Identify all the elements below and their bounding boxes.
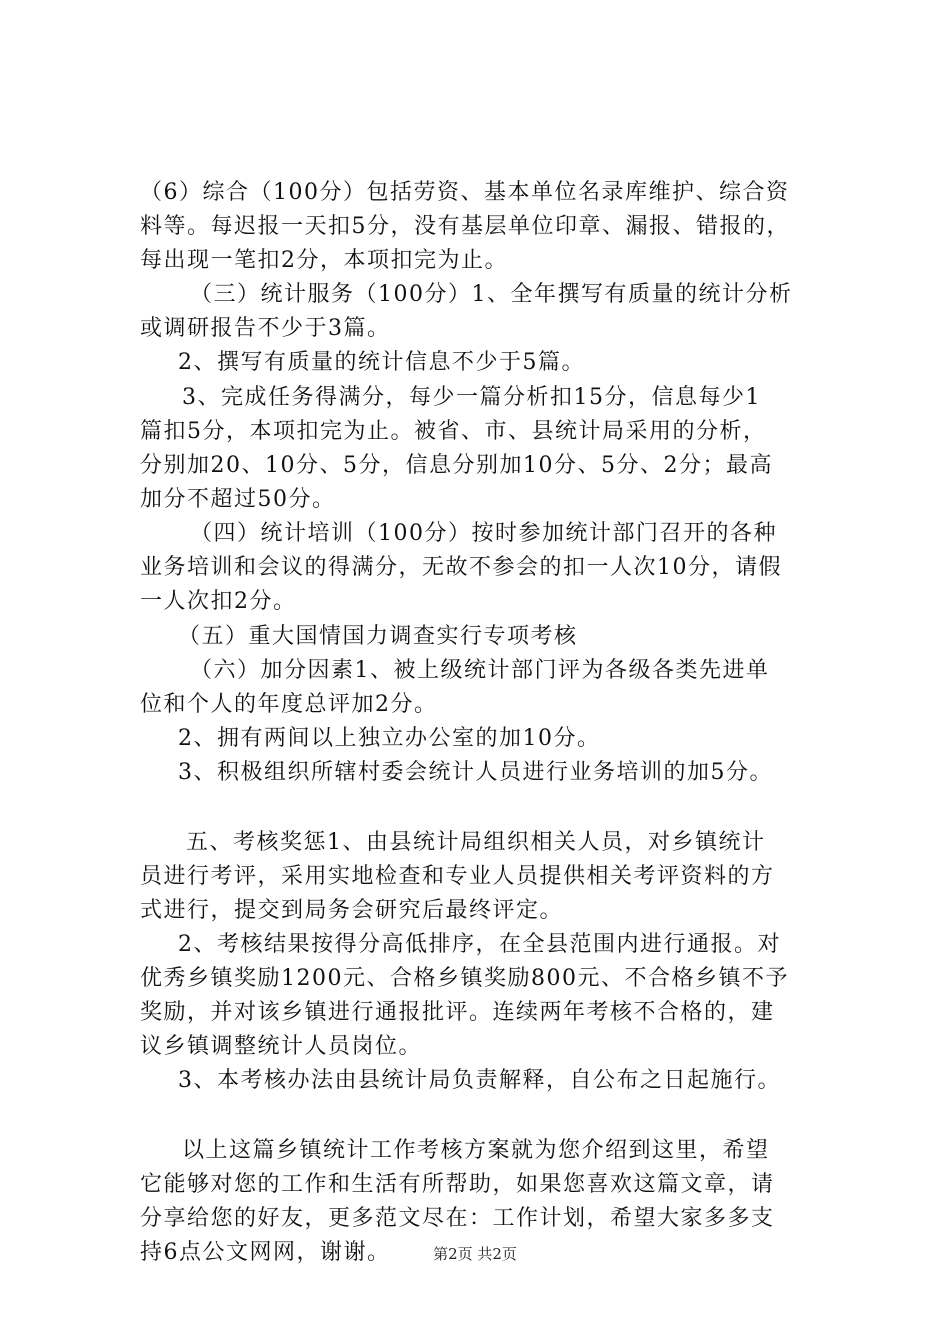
text-line: （五）重大国情国力调查实行专项考核 [178,624,578,649]
text-line: 加分不超过50分。 [140,487,336,512]
text-line: 业务培训和会议的得满分，无故不参会的扣一人次10分，请假 [140,555,782,580]
text-line: 3、积极组织所辖村委会统计人员进行业务培训的加5分。 [178,760,773,785]
text-line: 以上这篇乡镇统计工作考核方案就为您介绍到这里，希望 [182,1138,770,1163]
text-line: 2、撰写有质量的统计信息不少于5篇。 [178,350,585,375]
text-line: 它能够对您的工作和生活有所帮助，如果您喜欢这篇文章，请 [140,1172,775,1197]
text-line: 优秀乡镇奖励1200元、合格乡镇奖励800元、不合格乡镇不予 [140,966,789,991]
text-line: 一人次扣2分。 [140,589,297,614]
text-line: （四）统计培训（100分）按时参加统计部门召开的各种 [190,521,777,546]
text-line: 分享给您的好友，更多范文尽在：工作计划，希望大家多多支 [140,1206,775,1231]
text-line: 2、拥有两间以上独立办公室的加10分。 [178,726,601,751]
text-line: （6）综合（100分）包括劳资、基本单位名录库维护、综合资 [140,180,790,205]
text-line: 料等。每迟报一天扣5分，没有基层单位印章、漏报、错报的， [140,214,790,239]
text-line: 员进行考评，采用实地检查和专业人员提供相关考评资料的方 [140,864,775,889]
text-line: 3、完成任务得满分，每少一篇分析扣15分，信息每少1 [182,385,761,410]
text-line: 每出现一笔扣2分，本项扣完为止。 [140,248,508,273]
text-line: （六）加分因素1、被上级统计部门评为各级各类先进单 [190,658,770,683]
text-line: 位和个人的年度总评加2分。 [140,692,438,717]
text-line: 奖励，并对该乡镇进行通报批评。连续两年考核不合格的，建 [140,1000,775,1025]
text-line: 3、本考核办法由县统计局负责解释，自公布之日起施行。 [178,1068,781,1093]
text-line: 持6点公文网网，谢谢。 [140,1240,391,1265]
text-line: 分别加20、10分、5分，信息分别加10分、5分、2分；最高 [140,453,773,478]
text-line: 篇扣5分，本项扣完为止。被省、市、县统计局采用的分析， [140,419,767,444]
text-line: 议乡镇调整统计人员岗位。 [140,1034,423,1059]
page-footer: 第2页 共2页 [433,1245,517,1263]
text-line: 或调研报告不少于3篇。 [140,316,391,341]
text-line: 五、考核奖惩1、由县统计局组织相关人员，对乡镇统计 [186,830,766,855]
text-line: 2、考核结果按得分高低排序，在全县范围内进行通报。对 [178,932,781,957]
text-line: 式进行，提交到局务会研究后最终评定。 [140,898,564,923]
text-line: （三）统计服务（100分）1、全年撰写有质量的统计分析 [190,282,793,307]
